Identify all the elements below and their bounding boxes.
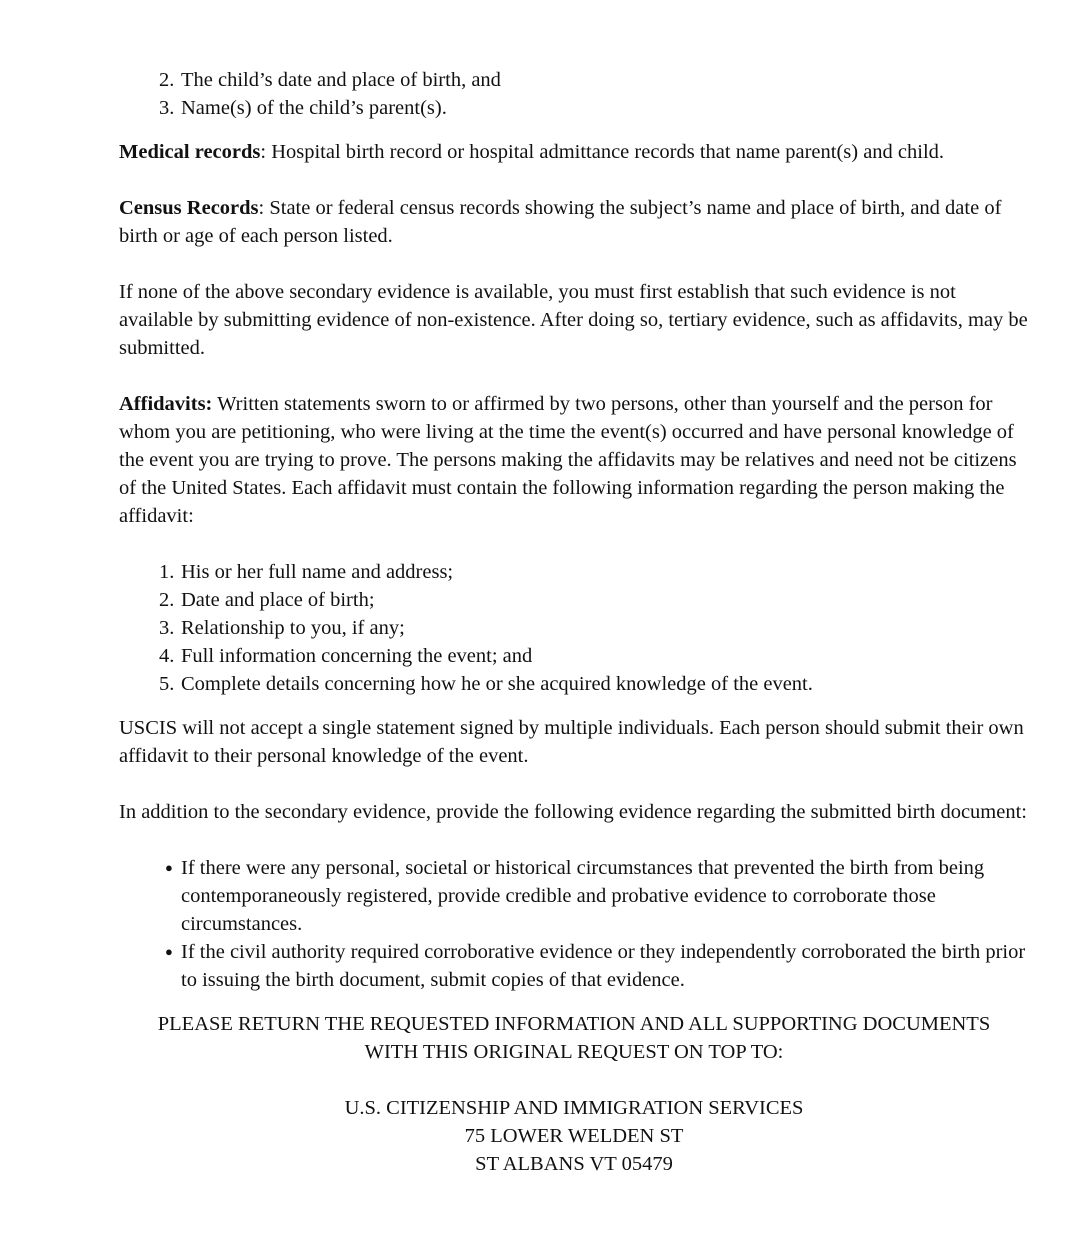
list-number: 1. bbox=[159, 561, 175, 583]
census-records-term: Census Records bbox=[119, 197, 259, 219]
return-notice-line: PLEASE RETURN THE REQUESTED INFORMATION AND ALL SUPPORTING DOCUMENTS bbox=[157, 1013, 991, 1035]
affidavit-requirements-list bbox=[119, 558, 1029, 698]
list-text: Relationship to you, if any; bbox=[181, 617, 405, 639]
list-text: Complete details concerning how he or she acquired knowledge of the event. bbox=[181, 673, 813, 695]
bullet-icon: ● bbox=[165, 860, 173, 875]
list-item bbox=[119, 558, 1029, 586]
affidavits-term: Affidavits: bbox=[119, 393, 213, 415]
bullet-text: If there were any personal, societal or historical circumstances that prevented the birth from being contemporaneously registered, provide credible and probative evidence to corroborate those circumstances. bbox=[181, 857, 985, 935]
list-number: 5. bbox=[159, 673, 175, 695]
list-item bbox=[119, 854, 1029, 938]
non-existence-paragraph: If none of the above secondary evidence is available, you must first establish that such evidence is not available by submitting evidence of non-existence. After doing so, tertiary evidence, such as affidavits, may be submitted. bbox=[119, 281, 1028, 359]
return-notice-line: WITH THIS ORIGINAL REQUEST ON TOP TO: bbox=[364, 1041, 784, 1063]
affidavits-text: Written statements sworn to or affirmed by two persons, other than yourself and the person for whom you are petitioning, who were living at the time the event(s) occurred and have personal knowledge of the event you are trying to prove. The persons making the affidavits may be relatives and need not be citizens of the United States. Each affidavit must contain the following information regarding the person making the affidavit: bbox=[119, 393, 1017, 527]
document-page bbox=[119, 66, 1029, 1178]
medical-records-term: Medical records bbox=[119, 141, 261, 163]
return-notice bbox=[119, 1010, 1029, 1066]
census-records-text: : State or federal census records showing the subject’s name and place of birth, and date of birth or age of each person listed. bbox=[119, 197, 1002, 247]
list-item bbox=[119, 614, 1029, 642]
list-text: Full information concerning the event; and bbox=[181, 645, 533, 667]
list-item bbox=[119, 66, 1029, 94]
list-number: 3. bbox=[159, 97, 175, 119]
list-item bbox=[119, 670, 1029, 698]
list-item bbox=[119, 938, 1029, 994]
medical-records-text: : Hospital birth record or hospital admittance records that name parent(s) and child. bbox=[260, 141, 945, 163]
list-item bbox=[119, 642, 1029, 670]
list-item bbox=[119, 586, 1029, 614]
list-text: Name(s) of the child’s parent(s). bbox=[181, 97, 447, 119]
address-line: U.S. CITIZENSHIP AND IMMIGRATION SERVICES bbox=[344, 1097, 804, 1119]
list-text: Date and place of birth; bbox=[181, 589, 375, 611]
list-text: His or her full name and address; bbox=[181, 561, 454, 583]
census-records-paragraph bbox=[119, 194, 1029, 250]
list-item bbox=[119, 94, 1029, 122]
list-number: 3. bbox=[159, 617, 175, 639]
list-number: 2. bbox=[159, 589, 175, 611]
address-line: 75 LOWER WELDEN ST bbox=[464, 1125, 684, 1147]
mailing-address bbox=[119, 1094, 1029, 1178]
list-number: 2. bbox=[159, 69, 175, 91]
list-number: 4. bbox=[159, 645, 175, 667]
bullet-text: If the civil authority required corroborative evidence or they independently corroborated the birth prior to issuing the birth document, submit copies of that evidence. bbox=[181, 941, 1026, 991]
child-info-list bbox=[119, 66, 1029, 122]
medical-records-paragraph bbox=[119, 138, 1029, 166]
affidavits-paragraph bbox=[119, 390, 1029, 530]
single-statement-paragraph: USCIS will not accept a single statement signed by multiple individuals. Each person should submit their own affidavit to their personal knowledge of the event. bbox=[119, 717, 1024, 767]
address-line: ST ALBANS VT 05479 bbox=[475, 1153, 673, 1175]
additional-evidence-paragraph: In addition to the secondary evidence, provide the following evidence regarding the submitted birth document: bbox=[119, 801, 1027, 823]
list-text: The child’s date and place of birth, and bbox=[181, 69, 501, 91]
additional-evidence-list bbox=[119, 854, 1029, 994]
bullet-icon: ● bbox=[165, 944, 173, 959]
